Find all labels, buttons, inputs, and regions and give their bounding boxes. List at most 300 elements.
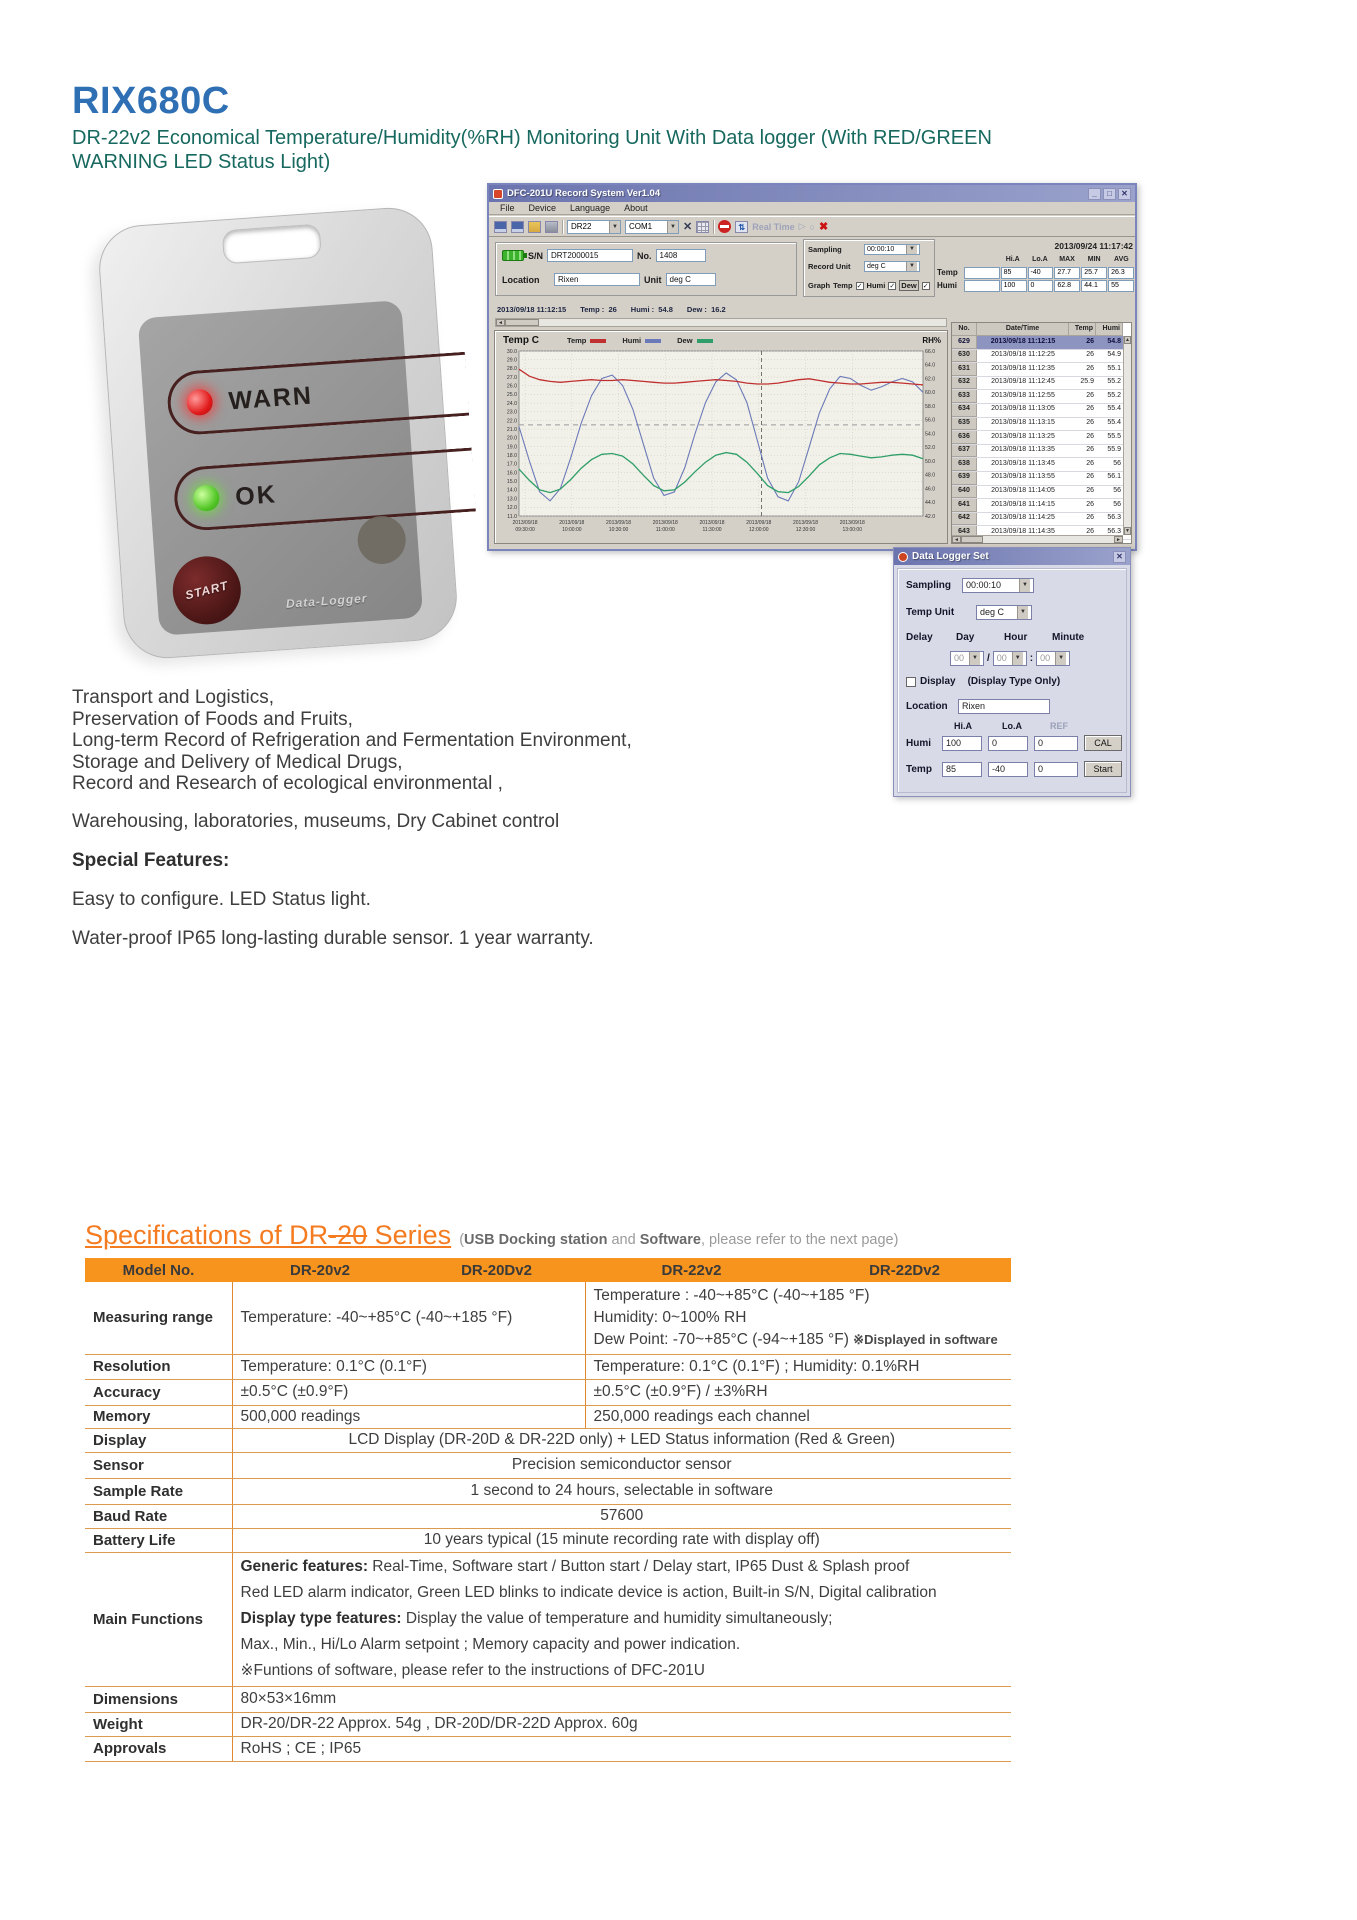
stats-col-max: MAX <box>1059 256 1075 263</box>
alarm-stats-grid <box>937 253 1135 292</box>
device-model-select[interactable] <box>567 220 621 234</box>
scrollbar-thumb[interactable] <box>505 319 539 326</box>
stats-value-field[interactable]: 44.1 <box>1081 280 1107 292</box>
spec-row-approvals <box>85 1736 1011 1761</box>
spec-value-right: 250,000 readings each channel <box>585 1405 1011 1428</box>
dlg-sampling-label: Sampling <box>906 580 952 591</box>
spec-value-left: ±0.5°C (±0.9°F) <box>232 1379 585 1405</box>
dlg-humi-hia-field[interactable]: 100 <box>942 736 982 751</box>
spec-label: Display <box>85 1428 232 1452</box>
svg-text:54.0: 54.0 <box>925 431 936 438</box>
svg-text:17.0: 17.0 <box>506 461 517 468</box>
spec-label: Sensor <box>85 1452 232 1478</box>
stats-row-temp <box>937 266 1135 279</box>
temp-checkbox[interactable]: ✓ <box>856 282 863 290</box>
spec-row-accuracy <box>85 1379 1011 1405</box>
legend-swatch <box>697 339 713 343</box>
legend-temp <box>567 336 606 345</box>
dlg-hia-label: Hi.A <box>954 721 972 731</box>
dlg-temp-loa-field[interactable]: -40 <box>988 762 1028 777</box>
svg-text:2013/09/18: 2013/09/18 <box>699 520 725 526</box>
stats-row-label: Humi <box>937 281 957 290</box>
scroll-down-icon[interactable]: ▼ <box>1125 528 1130 534</box>
display-checkbox[interactable] <box>906 677 916 687</box>
disconnect-icon[interactable]: ✕ <box>683 221 693 233</box>
stats-col-min: MIN <box>1087 256 1101 263</box>
dlg-temp-unit-field[interactable] <box>976 605 1032 620</box>
sn-field[interactable]: DRT2000015 <box>547 249 633 262</box>
dlg-temp-unit-value: deg C <box>980 607 1005 617</box>
svg-text:2013/09/18: 2013/09/18 <box>793 520 819 526</box>
menu-device[interactable]: Device <box>528 203 557 213</box>
svg-text:28.0: 28.0 <box>506 366 517 373</box>
stats-col-avg: AVG <box>1114 256 1129 263</box>
spec-label: Dimensions <box>85 1686 232 1712</box>
spec-value-left: 500,000 readings <box>232 1405 585 1428</box>
chevron-down-icon[interactable]: ▼ <box>906 245 917 254</box>
stop-icon[interactable] <box>718 220 731 233</box>
stats-value-field[interactable]: 26.3 <box>1108 267 1134 279</box>
log-col-header[interactable]: Temp <box>1069 323 1096 336</box>
chevron-down-icon[interactable]: ▼ <box>1055 652 1066 665</box>
chevron-down-icon[interactable]: ▼ <box>667 221 678 233</box>
svg-text:30.0: 30.0 <box>506 348 517 355</box>
chart-legend <box>567 336 922 345</box>
status-temp-label: Temp : <box>580 305 605 314</box>
log-row[interactable]: 642 2013/09/18 11:14:25 26 56.3 <box>952 513 1131 527</box>
svg-text:11:30:00: 11:30:00 <box>702 527 722 533</box>
dlg-humi-ref-field[interactable]: 0 <box>1034 736 1078 751</box>
svg-text:20.0: 20.0 <box>506 435 517 442</box>
maximize-icon[interactable]: □ <box>1103 188 1116 200</box>
applications-list <box>72 687 632 795</box>
record-unit-value: deg C <box>867 263 886 270</box>
feature-line: Water-proof IP65 long-lasting durable sensor. 1 year warranty. <box>72 928 594 949</box>
start-button: START <box>166 549 248 631</box>
chart-h-scrollbar[interactable] <box>495 318 947 327</box>
svg-text:44.0: 44.0 <box>925 500 936 507</box>
current-datetime: 2013/09/24 11:17:42 <box>1054 241 1133 251</box>
spec-label: Weight <box>85 1712 232 1736</box>
legend-label: Temp <box>566 336 587 345</box>
spec-label: Sample Rate <box>85 1478 232 1504</box>
device-front-panel <box>138 300 424 636</box>
record-system-window <box>487 183 1137 551</box>
ok-label: OK <box>234 480 278 512</box>
subtitle-line2: WARNING LED Status Light) <box>72 151 331 173</box>
legend-swatch <box>645 339 661 343</box>
status-time: 2013/09/18 11:12:15 <box>497 305 567 314</box>
scroll-right-icon[interactable]: ► <box>1114 536 1123 543</box>
legend-humi <box>622 336 661 345</box>
svg-text:19.0: 19.0 <box>506 444 517 451</box>
svg-text:42.0: 42.0 <box>925 513 936 520</box>
device-brand-label: Data-Logger <box>285 591 368 611</box>
application-line: Long-term Record of Refrigeration and Fermentation Environment, <box>72 730 632 751</box>
spec-col-model: Model No. <box>85 1258 232 1282</box>
dlg-delay-minute-field[interactable] <box>1036 651 1070 666</box>
chevron-down-icon[interactable]: ▼ <box>609 221 620 233</box>
dlg-delay-hour-field[interactable] <box>993 651 1027 666</box>
svg-text:29.0: 29.0 <box>506 357 517 364</box>
spec-col-dr20dv2: DR-20Dv2 <box>408 1258 585 1282</box>
svg-text:50.0: 50.0 <box>925 458 936 465</box>
stats-row-label: Temp <box>937 268 958 277</box>
spec-col-dr22dv2: DR-22Dv2 <box>798 1258 1011 1282</box>
log-row[interactable]: 636 2013/09/18 11:13:25 26 55.5 <box>952 431 1131 445</box>
svg-text:2013/09/18: 2013/09/18 <box>746 520 772 526</box>
spec-col-dr22v2: DR-22v2 <box>585 1258 798 1282</box>
application-line: Storage and Delivery of Medical Drugs, <box>72 751 403 773</box>
stats-current-field[interactable] <box>964 267 1000 279</box>
specs-heading <box>85 1220 898 1251</box>
spec-value: 10 years typical (15 minute recording rate with display off) <box>232 1528 1011 1552</box>
log-row[interactable]: 639 2013/09/18 11:13:55 26 56.1 <box>952 472 1131 486</box>
trend-plot <box>497 348 947 542</box>
spec-value-right: Temperature : -40~+85°C (-40~+185 °F) Humidity: 0~100% RH Dew Point: -70~+85°C (-94~+185 °F) ※Displayed in software <box>585 1282 1011 1354</box>
svg-text:10:30:00: 10:30:00 <box>608 527 629 533</box>
spec-table <box>85 1258 1011 1762</box>
svg-text:62.0: 62.0 <box>925 376 936 383</box>
spec-value-right: Temperature: 0.1°C (0.1°F) ; Humidity: 0.1%RH <box>585 1354 1011 1379</box>
spec-row-dimensions <box>85 1686 1011 1712</box>
dlg-delay-minute-value: 00 <box>1040 653 1051 663</box>
log-row[interactable]: 634 2013/09/18 11:13:05 26 55.4 <box>952 404 1131 418</box>
spec-value: RoHS ; CE ; IP65 <box>232 1736 1011 1761</box>
record-unit-label: Record Unit <box>808 262 851 271</box>
stats-value-field[interactable]: 100 <box>1001 280 1027 292</box>
stats-value-field[interactable]: 55 <box>1108 280 1134 292</box>
log-row[interactable]: 632 2013/09/18 11:12:45 25.9 55.2 <box>952 377 1131 391</box>
spec-row-battery-life <box>85 1528 1011 1552</box>
specs-note: (USB Docking station and Software, please refer to the next page) <box>459 1232 899 1248</box>
sn-label: S/N <box>528 250 544 261</box>
dialog-titlebar[interactable] <box>894 548 1130 565</box>
device-handle-hole <box>222 224 322 265</box>
spec-row-measuring-range <box>85 1282 1011 1354</box>
scroll-up-icon[interactable]: ▲ <box>1125 337 1130 343</box>
spec-value: 57600 <box>232 1504 1011 1528</box>
dlg-temp-hia-field[interactable]: 85 <box>942 762 982 777</box>
data-logger-set-dialog <box>893 547 1131 797</box>
status-dew-label: Dew : <box>686 305 707 314</box>
record-settings-panel <box>803 239 935 297</box>
ok-led-outline <box>172 448 476 533</box>
chevron-down-icon[interactable]: ▼ <box>906 262 917 271</box>
spec-value: Precision semiconductor sensor <box>232 1452 1011 1478</box>
device-model-value: DR22 <box>571 222 592 231</box>
spec-value: DR-20/DR-22 Approx. 54g , DR-20D/DR-22D Approx. 60g <box>232 1712 1011 1736</box>
dlg-location-field[interactable] <box>958 699 1050 714</box>
svg-text:13:00:00: 13:00:00 <box>842 527 862 533</box>
app-icon <box>493 189 503 199</box>
trend-chart-panel <box>494 330 948 544</box>
toolbar-separator <box>562 220 563 234</box>
log-row[interactable]: 638 2013/09/18 11:13:45 26 56 <box>952 458 1131 472</box>
window-title: DFC-201U Record System Ver1.04 <box>507 188 661 199</box>
special-features-heading: Special Features: <box>72 850 230 871</box>
no-field[interactable]: 1408 <box>656 249 706 262</box>
graph-check-dew-label: Dew <box>901 281 917 290</box>
legend-swatch <box>590 339 606 343</box>
spec-label: Main Functions <box>85 1552 232 1686</box>
dew-checkbox[interactable]: ✓ <box>922 282 929 290</box>
humi-checkbox[interactable]: ✓ <box>889 282 896 290</box>
record-icon[interactable]: ○ <box>809 221 815 232</box>
svg-text:24.0: 24.0 <box>506 400 517 407</box>
graph-check-humi-label: Humi <box>866 281 886 290</box>
spec-row-weight <box>85 1712 1011 1736</box>
log-row[interactable]: 637 2013/09/18 11:13:35 26 55.9 <box>952 445 1131 459</box>
log-row[interactable]: 635 2013/09/18 11:13:15 26 55.4 <box>952 418 1131 432</box>
device-info-panel <box>495 242 797 296</box>
log-row[interactable]: 633 2013/09/18 11:12:55 26 55.2 <box>952 390 1131 404</box>
legend-label: Humi <box>622 336 642 345</box>
stats-value-field[interactable]: 0 <box>1028 280 1054 292</box>
dlg-day-label: Day <box>956 632 975 643</box>
sampling-value: 00:00:10 <box>867 246 895 253</box>
chevron-down-icon[interactable]: ▼ <box>1019 579 1030 592</box>
status-dew-value: 16.2 <box>711 305 726 314</box>
com-port-value: COM1 <box>629 222 653 231</box>
svg-text:66.0: 66.0 <box>925 348 936 355</box>
spec-row-baud-rate <box>85 1504 1011 1528</box>
spec-row-resolution <box>85 1354 1011 1379</box>
scrollbar-thumb[interactable] <box>961 536 983 543</box>
svg-text:13.0: 13.0 <box>506 496 517 503</box>
page-title: RIX680C <box>72 80 230 122</box>
svg-text:12:00:00: 12:00:00 <box>749 527 769 533</box>
location-field[interactable]: Rixen <box>554 273 640 286</box>
scroll-left-icon[interactable]: ◄ <box>496 319 505 326</box>
svg-text:16.0: 16.0 <box>506 470 517 477</box>
stats-row-humi <box>937 279 1135 292</box>
unit-field[interactable]: deg C <box>666 273 716 286</box>
spec-value: LCD Display (DR-20D & DR-22D only) + LED Status information (Red & Green) <box>232 1428 1011 1452</box>
status-humi-label: Humi : <box>630 305 655 314</box>
page-subtitle <box>72 126 1072 174</box>
log-row[interactable]: 640 2013/09/18 11:14:05 26 56 <box>952 486 1131 500</box>
svg-text:2013/09/18: 2013/09/18 <box>512 520 538 526</box>
minimize-icon[interactable]: _ <box>1088 188 1101 200</box>
dlg-location-label: Location <box>906 701 948 712</box>
stats-value-field[interactable]: 62.8 <box>1054 280 1080 292</box>
svg-text:58.0: 58.0 <box>925 403 936 410</box>
log-table-v-scrollbar[interactable] <box>1123 336 1131 535</box>
svg-text:26.0: 26.0 <box>506 383 517 390</box>
log-row[interactable]: 643 2013/09/18 11:14:35 26 56.3 <box>952 526 1131 540</box>
save-icon[interactable] <box>494 221 507 233</box>
dialog-icon <box>898 552 908 562</box>
toolbar-separator <box>713 220 714 234</box>
dlg-delay-hour-value: 00 <box>996 653 1007 663</box>
spec-label: Resolution <box>85 1354 232 1379</box>
com-port-select[interactable] <box>625 220 679 234</box>
log-table-head <box>952 323 1131 336</box>
close-icon[interactable]: ✕ <box>1113 551 1126 563</box>
dialog-body: Sampling 00:00:10 ▼ Temp Unit deg C ▼ Delay Day Hour Minute 00 ▼ / 00 ▼ : 00 ▼ Display (Display Type Only) Location Rixen Hi.A Lo.A REF Humi 100 0 0 CAL Temp 85 -40 0 Start <box>897 568 1127 793</box>
spec-label: Memory <box>85 1405 232 1428</box>
stats-value-field[interactable]: -40 <box>1028 267 1054 279</box>
spec-value: Generic features: Real-Time, Software start / Button start / Delay start, IP65 Dust & Splash proof Red LED alarm indicator, Green LED blinks to indicate device is action, Built-in S/N, Digital calibration Display type features: Display the value of temperature and humidity simultaneously; Max., Min., Hi/Lo Alarm setpoint ; Memory capacity and power indication. ※Funtions of software, please refer to the instructions of DFC-201U <box>232 1552 1011 1686</box>
chart-title: Temp C <box>503 335 539 346</box>
menu-language[interactable]: Language <box>570 203 611 213</box>
menu-about[interactable]: About <box>624 203 648 213</box>
dialog-title: Data Logger Set <box>912 551 989 562</box>
spec-label: Approvals <box>85 1736 232 1761</box>
stats-current-field[interactable] <box>964 280 1000 292</box>
dlg-delay-label: Delay <box>906 632 933 643</box>
software-note: ※Displayed in software <box>853 1331 998 1347</box>
svg-text:48.0: 48.0 <box>925 472 936 479</box>
svg-text:14.0: 14.0 <box>506 487 517 494</box>
spec-value: 80×53×16mm <box>232 1686 1011 1712</box>
svg-text:15.0: 15.0 <box>506 479 517 486</box>
dlg-humi-label: Humi <box>906 737 931 749</box>
stats-col-loa: Lo.A <box>1032 256 1048 263</box>
svg-text:64.0: 64.0 <box>925 362 936 369</box>
log-table-body <box>952 336 1131 535</box>
abort-icon[interactable]: ✖ <box>818 221 829 233</box>
dlg-humi-loa-field[interactable]: 0 <box>988 736 1028 751</box>
spec-row-main-functions <box>85 1552 1011 1686</box>
stats-header-row <box>937 253 1135 266</box>
feature-line: Easy to configure. LED Status light. <box>72 889 371 910</box>
log-row[interactable]: 630 2013/09/18 11:12:25 26 54.9 <box>952 350 1131 364</box>
print-icon[interactable] <box>545 221 558 233</box>
application-line: Record and Research of ecological environmental , <box>72 773 503 794</box>
log-col-header[interactable]: Date/Time <box>977 323 1069 336</box>
cal-button[interactable]: CAL <box>1084 735 1122 751</box>
log-table-h-scrollbar[interactable] <box>952 535 1123 543</box>
svg-text:11:00:00: 11:00:00 <box>655 527 675 533</box>
svg-text:46.0: 46.0 <box>925 486 936 493</box>
dlg-hour-label: Hour <box>1004 632 1028 643</box>
warn-led-outline <box>166 352 470 437</box>
svg-text:11.0: 11.0 <box>507 513 517 520</box>
window-titlebar[interactable] <box>489 185 1135 202</box>
application-line: Transport and Logistics, <box>72 687 275 708</box>
log-col-header[interactable]: No. <box>952 323 977 336</box>
dlg-sampling-field[interactable] <box>962 578 1034 593</box>
spec-row-sample-rate <box>85 1478 1011 1504</box>
dlg-minute-label: Minute <box>1052 632 1085 643</box>
spec-row-memory <box>85 1405 1011 1428</box>
spec-label: Accuracy <box>85 1379 232 1405</box>
log-row[interactable]: 631 2013/09/18 11:12:35 26 55.1 <box>952 363 1131 377</box>
record-unit-field[interactable] <box>864 261 920 272</box>
svg-text:12.0: 12.0 <box>506 505 517 512</box>
status-temp-value: 26 <box>608 305 617 314</box>
dlg-delay-day-field[interactable] <box>950 651 984 666</box>
sampling-label: Sampling <box>808 245 842 254</box>
dlg-temp-label: Temp <box>906 763 932 775</box>
svg-text:12:30:00: 12:30:00 <box>795 527 816 533</box>
warn-label: WARN <box>227 381 314 416</box>
spec-col-dr20v2: DR-20v2 <box>232 1258 408 1282</box>
spec-value-right: ±0.5°C (±0.9°F) / ±3%RH <box>585 1379 1011 1405</box>
log-col-header[interactable]: Humi <box>1096 323 1123 336</box>
spec-row-sensor <box>85 1452 1011 1478</box>
ok-led-icon <box>192 484 220 512</box>
close-icon[interactable]: ✕ <box>1118 188 1131 200</box>
spec-value-left: Temperature: 0.1°C (0.1°F) <box>232 1354 585 1379</box>
software-toolbar <box>489 216 1135 237</box>
subtitle-line1: DR-22v2 Economical Temperature/Humidity(%RH) Monitoring Unit With Data logger (With RED/GREEN <box>72 127 992 149</box>
no-label: No. <box>637 250 652 261</box>
svg-text:21.0: 21.0 <box>506 426 517 433</box>
svg-text:09:30:00: 09:30:00 <box>515 527 535 533</box>
chevron-down-icon[interactable]: ▼ <box>969 652 980 665</box>
svg-text:18.0: 18.0 <box>506 453 517 460</box>
chevron-down-icon[interactable]: ▼ <box>1017 606 1028 619</box>
datalogger-device <box>96 205 459 661</box>
dlg-delay-day-value: 00 <box>954 653 965 663</box>
dlg-sampling-value: 00:00:10 <box>966 580 1002 590</box>
dlg-temp-ref-field[interactable]: 0 <box>1034 762 1078 777</box>
dlg-temp-unit-label: Temp Unit <box>906 607 955 618</box>
graph-label: Graph <box>808 281 831 290</box>
svg-text:52.0: 52.0 <box>925 445 936 452</box>
svg-text:22.0: 22.0 <box>506 418 517 425</box>
svg-text:27.0: 27.0 <box>506 374 517 381</box>
product-photo <box>95 198 490 670</box>
save-all-icon[interactable] <box>511 221 524 233</box>
log-row[interactable]: 629 2013/09/18 11:12:15 26 54.8 <box>952 336 1131 350</box>
menu-file[interactable]: File <box>500 203 515 213</box>
stats-value-field[interactable]: 85 <box>1001 267 1027 279</box>
sampling-field[interactable] <box>864 244 920 255</box>
battery-icon <box>502 250 524 261</box>
log-table <box>951 322 1132 544</box>
download-icon[interactable]: ⇅ <box>735 221 748 233</box>
chevron-down-icon[interactable]: ▼ <box>1012 652 1023 665</box>
play-icon[interactable]: ▷ <box>798 221 806 231</box>
svg-text:2013/09/18: 2013/09/18 <box>559 520 585 526</box>
application-line: Preservation of Foods and Fruits, <box>72 708 353 730</box>
dlg-display-note: (Display Type Only) <box>967 676 1061 687</box>
uses-line: Warehousing, laboratories, museums, Dry Cabinet control <box>72 811 560 832</box>
spec-label: Baud Rate <box>85 1504 232 1528</box>
stats-value-field[interactable]: 27.7 <box>1054 267 1080 279</box>
status-humi-value: 54.8 <box>658 305 673 314</box>
warn-led-icon <box>186 389 214 417</box>
stats-col-hia: Hi.A <box>1005 256 1020 263</box>
svg-text:2013/09/18: 2013/09/18 <box>652 520 678 526</box>
right-axis-label: RH% <box>922 336 941 345</box>
dlg-display-label: Display <box>920 676 956 687</box>
realtime-label: Real Time <box>752 221 795 232</box>
legend-label: Dew <box>677 336 693 345</box>
spec-value-left: Temperature: -40~+85°C (-40~+185 °F) <box>232 1282 585 1354</box>
stats-value-field[interactable]: 25.7 <box>1081 267 1107 279</box>
log-row[interactable]: 641 2013/09/18 11:14:15 26 56 <box>952 499 1131 513</box>
legend-dew <box>677 336 712 345</box>
graph-check-temp-label: Temp <box>833 281 853 290</box>
svg-text:56.0: 56.0 <box>925 417 936 424</box>
spec-label: Measuring range <box>85 1282 232 1354</box>
open-folder-icon[interactable] <box>528 221 541 233</box>
cursor-status-line <box>497 305 726 314</box>
spec-value: 1 second to 24 hours, selectable in software <box>232 1478 1011 1504</box>
data-grid-icon[interactable] <box>696 221 709 233</box>
scroll-left-icon[interactable]: ◄ <box>952 536 961 543</box>
location-label: Location <box>502 274 540 285</box>
svg-text:23.0: 23.0 <box>506 409 517 416</box>
software-menubar <box>489 202 1135 215</box>
svg-text:10:00:00: 10:00:00 <box>562 527 582 533</box>
dialog-start-button[interactable]: Start <box>1084 761 1122 777</box>
